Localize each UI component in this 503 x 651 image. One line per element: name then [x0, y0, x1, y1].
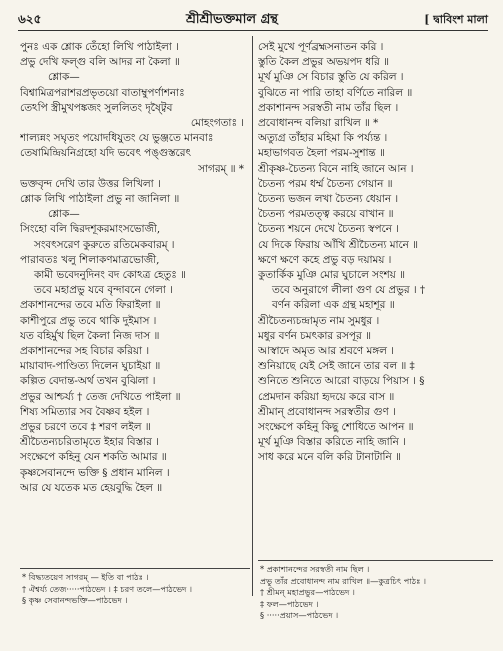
verse-line: সংক্ষেপে কহিনু যেন শকতি আমার ॥	[20, 451, 167, 464]
verse-line: প্রভুর চরণে তবে ‡ শরণ লইল ॥	[20, 421, 151, 434]
verse-line: শুনিতে শুনিতে আরো বাড়য়ে পিয়াস । §	[258, 375, 425, 388]
verse-line: চৈতন্য ভজন লখা চৈতন্য ধেয়ান ।	[258, 193, 399, 206]
verse-line: প্রকাশানন্দের সহ বিচার করিয়া ।	[20, 345, 150, 358]
footnote-separator-left	[20, 568, 250, 569]
verse-line: শুনিয়াছে যেই সেই জানে তার বল ॥ ‡	[258, 360, 415, 373]
page-header	[18, 8, 488, 31]
verse-line: সাধ করে মনে বলি করি টানাটানি ॥	[258, 451, 401, 464]
verse-line: বর্ণন করিলা এক গ্রন্থ মহাশূর ॥	[272, 299, 395, 312]
verse-line: শ্রীমান্ প্রবোধানন্দ সরস্বতীর গুণ ।	[258, 405, 396, 418]
verse-line: তবে অনুরাগে লীলা গুণ যে প্রভুর । †	[272, 284, 426, 297]
footnote: † ঐশ্বর্য্য তেজ·····পাঠভেদ । ‡ চরণ তলে—পাঠভেদ ।	[22, 583, 193, 594]
verse-line: স্তুতি কৈল প্রভুর অভয়পদ ধরি ॥	[258, 56, 389, 69]
verse-line: প্রভুর আশ্চর্য্য † তেজ দেখিতে পাইলা ॥	[20, 390, 181, 403]
verse-line: ভক্তবৃন্দ দেখি তার উত্তর লিখিলা ।	[20, 177, 161, 190]
verse-line: চৈতন্য পরমতত্ত্ব করয়ে বাখান ॥	[258, 208, 394, 221]
left-column	[20, 40, 250, 496]
verse-line: বুঝিতে না পারি তাহা বর্ণিতে নারিল ॥	[258, 86, 413, 99]
footnote: * বিদ্ধ্যতয়েণ সাগরম্ — ইতি বা পাঠঃ ।	[22, 572, 149, 582]
right-column	[258, 40, 493, 466]
verse-line: মূর্খ মুঞি বিস্তার করিতে নাহি জানি ।	[258, 436, 406, 449]
verse-line: কাশীপুরে প্রভু তবে থাকি দুইমাস ।	[20, 314, 157, 327]
verse-line: শ্লোক—	[48, 208, 80, 221]
verse-line: আস্বাদে অমৃত আর শ্রবণে মঙ্গল ।	[258, 345, 394, 358]
verse-line: শাল্যন্নং সঘৃতং পয়োদধিযুতং যে ভুঞ্জতে মানবাঃ	[20, 132, 214, 145]
verse-line: তবে মহাপ্রভু যবে বৃন্দাবনে গেলা ।	[34, 284, 173, 297]
verse-line: সংক্ষেপে কহিনু কিছু শোধিতে আপন ॥	[258, 421, 414, 434]
verse-line: মায়াবাদ-পাণ্ডিত্য দিলেন ঘুচাইয়া ॥	[20, 360, 161, 373]
footnote-separator-right	[258, 560, 493, 561]
verse-line: সংবৎসরেণ কুরুতে রতিমেকবারম্ ।	[34, 238, 175, 251]
page-number: ৬২৫	[18, 12, 42, 26]
verse-line: সিংহো বলি দ্বিরদশূকরমাংসভোজী,	[20, 223, 161, 236]
verse-line: কল্পিত বেদান্ত-অর্থ তখন বুঝিলা ।	[20, 375, 156, 388]
verse-line: ক্ষণে ক্ষণে কহে প্রভু বড় দয়াময় ।	[258, 253, 392, 266]
verse-line: পুনঃ এক শ্লোক তেঁহো লিখি পাঠাইলা ।	[20, 41, 179, 53]
verse-line: মধুর বর্ণন চমৎকার রসপূর ॥	[258, 329, 371, 342]
verse-line: তেষামিন্দ্রিয়নিগ্রহো যদি ভবেৎ পঙ্গুস্তরেৎ	[20, 147, 191, 160]
verse-line: প্রবোধানন্দ বলিয়া রাখিল ॥ *	[258, 117, 379, 130]
verse-line: যত বহির্মুখ ছিল কৈলা নিজ দাস ॥	[20, 329, 160, 342]
verse-line: বিশ্বামিত্রপরাশরপ্রভৃতয়ো বাতাম্বুপর্ণাশনাঃ	[20, 86, 185, 99]
verse-line: কৃষ্ণসেবানন্দে ভক্তি § প্রধান মানিল ।	[20, 466, 170, 479]
column-divider	[252, 36, 253, 596]
verse-line: মূর্খ মুঞি সে বিচার স্তুতি যে করিল ।	[258, 71, 404, 84]
verse-line: সেই মুখে পূর্ণব্রহ্মসনাতন করি ।	[258, 41, 384, 53]
verse-line: যে দিকে ফিরায় আঁখি শ্রীচৈতন্য মানে ॥	[258, 238, 419, 251]
verse-line: প্রভু দেখি ফল্গু বলি আদর না কৈলা ॥	[20, 56, 180, 69]
footnotes-right	[260, 564, 490, 622]
verse-line: মহাভাগবত হৈলা পরম-সুশান্ত ॥	[258, 147, 385, 160]
verse-line: প্রেমদান করিয়া হৃদয়ে করে বাস ॥	[258, 390, 395, 403]
book-title: শ্রীশ্রীভক্তমাল গ্রন্থ	[186, 12, 278, 27]
footnote: † শ্রীমন্ মহাপ্রভুর—পাঠভেদ ।	[260, 587, 355, 597]
verse-line: শ্রীচৈতন্যচন্দ্রামৃত নাম সুমধুর ।	[258, 314, 380, 327]
verse-line: পারাবতঃ খলু শিলাকণমাত্রভোজী,	[20, 253, 160, 266]
verse-line: তেঽপি স্ত্রীমুখপঙ্কজং সুললিতং দৃষ্ট্বৈব	[20, 101, 173, 114]
verse-line: প্রকাশানন্দের তবে মতি ফিরাইলা ॥	[20, 299, 161, 312]
footnote: ‡ ফল—পাঠভেদ ।	[260, 598, 319, 609]
verse-line: কামী ভবেদনুদিনং বদ কোঽত্র হেতুঃ ॥	[34, 269, 186, 282]
verse-line: শিষ্য সমিত্যার সব বৈষ্ণব হইল ।	[20, 405, 150, 418]
footnotes-left	[22, 572, 250, 607]
verse-line: চৈতন্য পরম ধর্ম্ম চৈতন্য গেয়ান ॥	[258, 177, 393, 190]
verse-line: সাগরম্ ॥ *	[198, 162, 244, 175]
verse-line: কুতার্কিক মুঞি মোর ঘুচালে সংশয় ॥	[258, 269, 405, 282]
verse-line: মোহংগতাঃ ।	[190, 117, 244, 130]
verse-line: শ্রীকৃষ্ণ-চৈতন্য বিনে নাহি জানে আন ।	[258, 162, 414, 175]
verse-line: আর যে যতেক মত হেয়বুদ্ধি হৈল ॥	[20, 481, 163, 494]
footnote: প্রভু তাঁর প্রবোধানন্দ নাম রাখিল ॥—কুত্রচিৎ পাঠঃ ।	[260, 575, 427, 586]
footnote: * প্রকাশানন্দের সরস্বতী নাম ছিল ।	[260, 564, 370, 574]
section-label: [ দ্বাবিংশ মালা	[424, 13, 488, 26]
verse-line: প্রকাশানন্দ সরস্বতী নাম তাঁর ছিল ।	[258, 101, 399, 114]
footnote: § ·····প্রয়াস—পাঠভেদ ।	[260, 610, 339, 620]
verse-line: শ্রীচৈতন্যচরিতামৃতে ইহার বিস্তার ।	[20, 436, 159, 449]
verse-line: অত্যুগ্র তাঁহার মহিমা কি পর্য্যন্ত ।	[258, 132, 388, 145]
footnote: § কৃষ্ণ সেবানন্দভক্তি—পাঠভেদ ।	[22, 595, 128, 605]
verse-line: চৈতন্য শয়নে দেখে চৈতন্য স্বপনে ।	[258, 223, 399, 236]
verse-line: শ্লোক লিখি পাঠাইলা প্রভু না জানিলা ॥	[20, 193, 180, 206]
verse-line: শ্লোক—	[48, 71, 80, 84]
